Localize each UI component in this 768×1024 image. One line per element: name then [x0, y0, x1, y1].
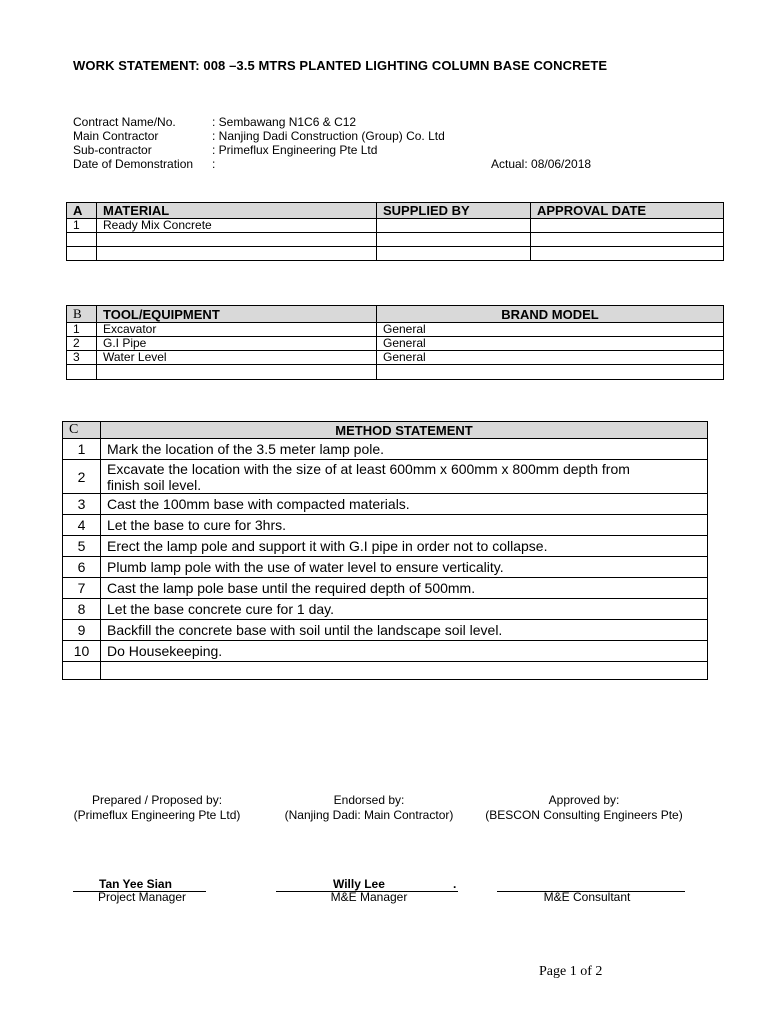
step-number: 10 [63, 641, 101, 662]
table-cell [97, 247, 377, 261]
material-header-approval-date: APPROVAL DATE [531, 203, 724, 219]
table-row [63, 515, 708, 536]
signature-dot: . [453, 877, 457, 891]
material-header-material: MATERIAL [97, 203, 377, 219]
table-row [63, 439, 708, 460]
info-value: : Sembawang N1C6 & C12 [212, 115, 357, 129]
table-row [63, 557, 708, 578]
step-number: 3 [63, 494, 101, 515]
table-cell: Excavator [97, 323, 377, 337]
table-cell: General [377, 351, 724, 365]
info-value: : [212, 157, 216, 171]
signature-org: (Nanjing Dadi: Main Contractor) [284, 808, 454, 822]
step-number: 1 [63, 439, 101, 460]
table-cell [377, 365, 724, 380]
info-label: Date of Demonstration [73, 157, 194, 171]
table-cell [67, 233, 97, 247]
info-row-main-contractor [73, 129, 673, 143]
info-label: Contract Name/No. [73, 115, 176, 129]
method-header-index: C [63, 422, 101, 439]
table-row [63, 536, 708, 557]
step-number: 8 [63, 599, 101, 620]
step-text: Cast the lamp pole base until the required depth of 500mm. [101, 578, 708, 599]
table-row [63, 662, 708, 680]
table-row [63, 599, 708, 620]
tools-table [66, 305, 724, 380]
table-cell [531, 219, 724, 233]
step-text-line: finish soil level. [107, 476, 202, 493]
prepared-by [37, 793, 277, 823]
table-row [63, 641, 708, 662]
table-cell: 1 [67, 323, 97, 337]
table-cell [377, 233, 531, 247]
step-number [63, 662, 101, 680]
table-cell: General [377, 337, 724, 351]
table-cell: G.I Pipe [97, 337, 377, 351]
document-title: WORK STATEMENT: 008 –3.5 MTRS PLANTED LIGHTING COLUMN BASE CONCRETE [73, 58, 608, 73]
signature-org: (Primeflux Engineering Pte Ltd) [73, 808, 241, 822]
step-text: Erect the lamp pole and support it with G.I pipe in order not to collapse. [101, 536, 708, 557]
signature-name: Willy Lee [333, 877, 385, 891]
table-row [67, 219, 724, 233]
material-header [67, 203, 724, 219]
table-cell [377, 219, 531, 233]
signature-role: Prepared / Proposed by: [91, 793, 223, 807]
info-row-contract [73, 115, 673, 129]
table-cell: 2 [67, 337, 97, 351]
info-label: Main Contractor [73, 129, 159, 143]
info-value: : Nanjing Dadi Construction (Group) Co. Ltd [212, 129, 445, 143]
step-number: 5 [63, 536, 101, 557]
table-cell [67, 365, 97, 380]
material-header-supplied-by: SUPPLIED BY [377, 203, 531, 219]
step-text: Mark the location of the 3.5 meter lamp pole. [101, 439, 708, 460]
info-row-sub-contractor [73, 143, 673, 157]
step-number: 9 [63, 620, 101, 641]
step-text [101, 662, 708, 680]
signature-title: Project Manager [97, 890, 187, 904]
endorsed-by [249, 793, 489, 823]
table-row [63, 620, 708, 641]
signature-title: M&E Consultant [543, 890, 631, 904]
step-text-line: Excavate the location with the size of at least 600mm x 600mm x 800mm depth from [107, 460, 630, 477]
info-label: Sub-contractor [73, 143, 152, 157]
info-value: : Primeflux Engineering Pte Ltd [212, 143, 378, 157]
tools-header-index: B [67, 306, 97, 323]
material-header-index: A [67, 203, 97, 219]
table-cell: General [377, 323, 724, 337]
step-text: Backfill the concrete base with soil until the landscape soil level. [101, 620, 708, 641]
step-number: 7 [63, 578, 101, 599]
signature-role: Approved by: [548, 793, 620, 807]
step-text: Let the base concrete cure for 1 day. [101, 599, 708, 620]
material-table [66, 202, 724, 261]
table-row [67, 247, 724, 261]
step-text: Do Housekeeping. [101, 641, 708, 662]
table-row [63, 578, 708, 599]
table-row [63, 460, 708, 494]
signature-role: Endorsed by: [333, 793, 405, 807]
step-text: Let the base to cure for 3hrs. [101, 515, 708, 536]
signature-title: M&E Manager [330, 890, 408, 904]
step-text: Cast the 100mm base with compacted materials. [101, 494, 708, 515]
method-header [63, 422, 708, 439]
signature-org: (BESCON Consulting Engineers Pte) [485, 808, 683, 822]
table-row [67, 337, 724, 351]
table-cell [531, 233, 724, 247]
table-cell [97, 233, 377, 247]
table-cell [67, 247, 97, 261]
table-cell: 1 [67, 219, 97, 233]
tools-header-brand-model: BRAND MODEL [377, 306, 724, 323]
step-number: 4 [63, 515, 101, 536]
approved-by [459, 793, 709, 823]
table-cell: 3 [67, 351, 97, 365]
step-number: 6 [63, 557, 101, 578]
table-cell: Ready Mix Concrete [97, 219, 377, 233]
tools-header [67, 306, 724, 323]
method-table [62, 421, 708, 680]
table-row [67, 351, 724, 365]
signature-name: Tan Yee Sian [99, 877, 172, 891]
table-row [67, 365, 724, 380]
actual-date: Actual: 08/06/2018 [491, 157, 592, 171]
table-row [63, 494, 708, 515]
table-row [67, 323, 724, 337]
table-cell: Water Level [97, 351, 377, 365]
step-number: 2 [63, 460, 101, 494]
tools-header-tool: TOOL/EQUIPMENT [97, 306, 377, 323]
step-text: Plumb lamp pole with the use of water level to ensure verticality. [101, 557, 708, 578]
method-header-title: METHOD STATEMENT [101, 422, 708, 439]
step-text [101, 460, 708, 494]
page-number: Page 1 of 2 [539, 964, 603, 979]
table-row [67, 233, 724, 247]
table-cell [97, 365, 377, 380]
table-cell [377, 247, 531, 261]
table-cell [531, 247, 724, 261]
